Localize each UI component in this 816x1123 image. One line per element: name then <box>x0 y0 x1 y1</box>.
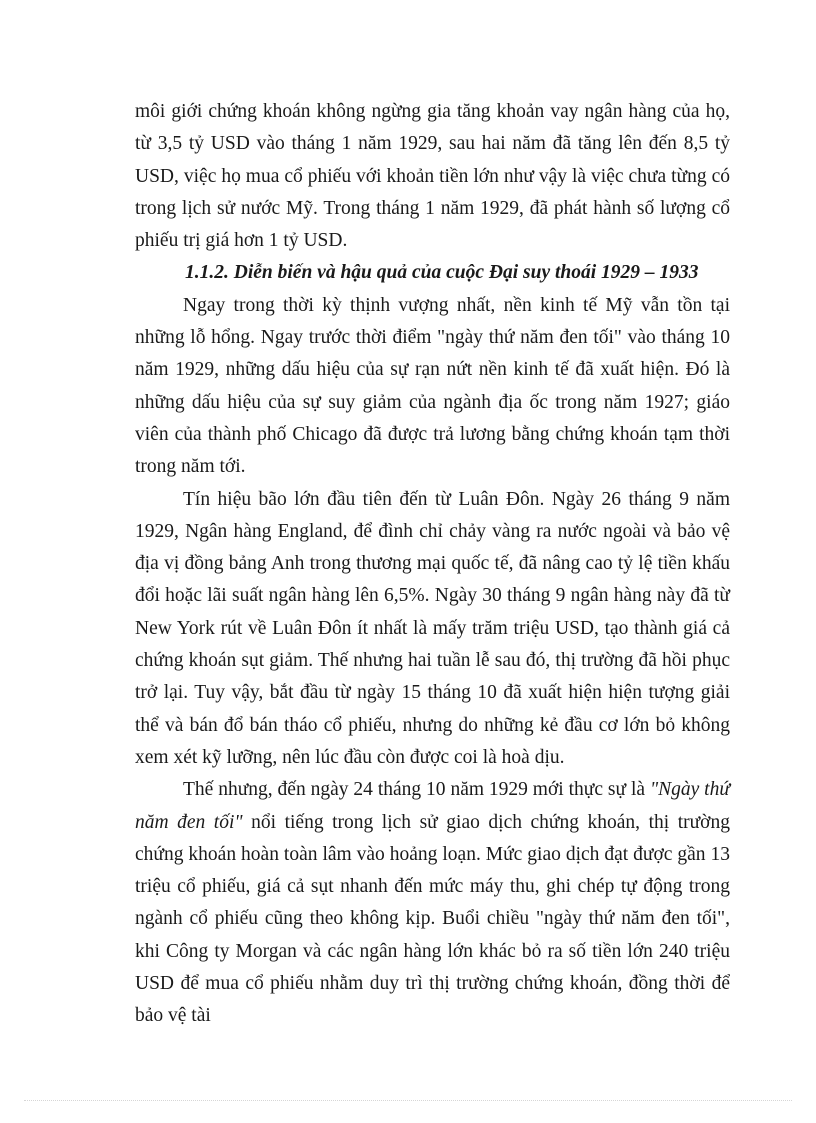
section-heading: 1.1.2. Diễn biến và hậu quả của cuộc Đại suy thoái 1929 – 1933 <box>185 262 699 284</box>
paragraph-3: Tín hiệu bão lớn đầu tiên đến từ Luân Đôn. Ngày 26 tháng 9 năm 1929, Ngân hàng England, để đình chỉ chảy vàng ra nước ngoài và bảo vệ địa vị đồng bảng Anh trong thương mại quốc tế, đã nâng cao tỷ lệ tiền khấu đổi hoặc lãi suất ngân hàng lên 6,5%. Ngày 30 tháng 9 ngân hàng này đã từ New York rút về Luân Đôn ít nhất là mấy trăm triệu USD, tạo thành giá cả chứng khoán sụt giảm. Thế nhưng hai tuần lễ sau đó, thị trường đã hồi phục trở lại. Tuy vậy, bắt đầu từ ngày 15 tháng 10 đã xuất hiện hiện tượng giải thể và bán đổ bán tháo cổ phiếu, nhưng do những kẻ đầu cơ lớn bỏ không xem xét kỹ lưỡng, nên lúc đầu còn được coi là hoà dịu. <box>135 488 730 768</box>
document-body <box>135 96 730 1033</box>
paragraph-4-start: Thế nhưng, đến ngày 24 tháng 10 năm 1929 mới thực sự là <box>183 779 650 801</box>
paragraph-2: Ngay trong thời kỳ thịnh vượng nhất, nền kinh tế Mỹ vẫn tồn tại những lỗ hổng. Ngay trước thời điểm "ngày thứ năm đen tối" vào tháng 10 năm 1929, những dấu hiệu của sự rạn nứt nền kinh tế đã xuất hiện. Đó là những dấu hiệu của sự suy giảm của ngành địa ốc trong năm 1927; giáo viên của thành phố Chicago đã được trả lương bằng chứng khoán tạm thời trong năm tới. <box>135 294 730 478</box>
paragraph-4 <box>135 774 730 1032</box>
paragraph-4-quote: "Ngày thứ năm đen tối" <box>135 779 730 833</box>
paragraph-4-rest: nổi tiếng trong lịch sử giao dịch chứng khoán, thị trường chứng khoán hoàn toàn lâm vào hoảng loạn. Mức giao dịch đạt được gần 13 triệu cổ phiếu, giá cả sụt nhanh đến mức máy thu, ghi chép tự động trong ngành cổ phiếu cũng theo không kịp. Buổi chiều "ngày thứ năm đen tối", khi Công ty Morgan và các ngân hàng lớn khác bỏ ra số tiền lớn 240 triệu USD để mua cổ phiếu nhằm duy trì thị trường chứng khoán, đồng thời để bảo vệ tài <box>135 811 730 1027</box>
paragraph-1: môi giới chứng khoán không ngừng gia tăng khoản vay ngân hàng của họ, từ 3,5 tỷ USD vào tháng 1 năm 1929, sau hai năm đã tăng lên đến 8,5 tỷ USD, việc họ mua cổ phiếu với khoản tiền lớn như vậy là việc chưa từng có trong lịch sử nước Mỹ. Trong tháng 1 năm 1929, đã phát hành số lượng cổ phiếu trị giá hơn 1 tỷ USD. <box>135 101 730 252</box>
page-bottom-divider <box>24 1100 792 1101</box>
